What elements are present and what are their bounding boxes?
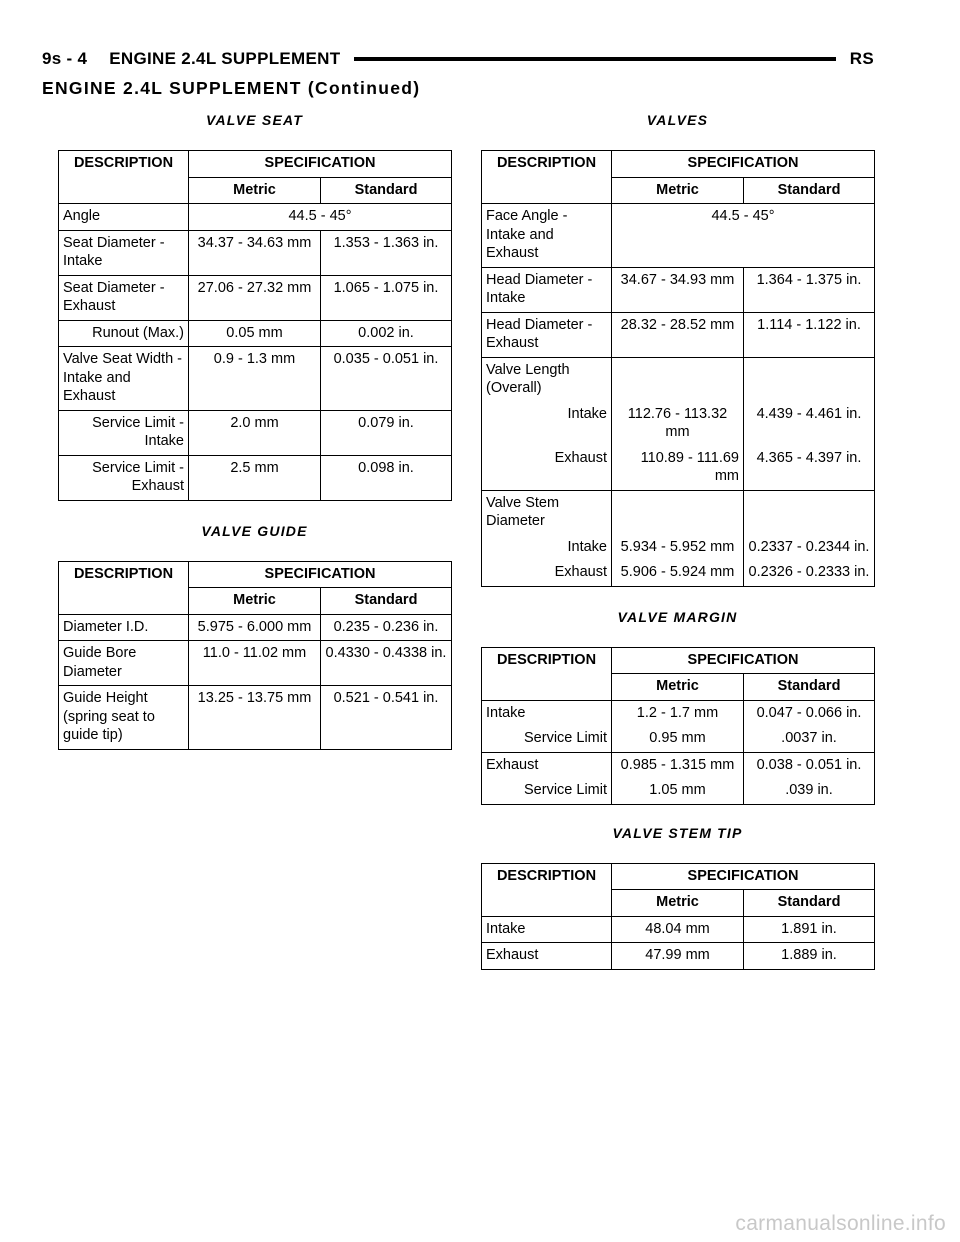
row-metric: 1.05 mm xyxy=(612,778,744,804)
row-standard: 0.002 in. xyxy=(321,320,452,347)
row-value: 44.5 - 45° xyxy=(612,204,875,268)
row-metric xyxy=(612,490,744,535)
continued-title: ENGINE 2.4L SUPPLEMENT (Continued) xyxy=(42,78,421,98)
table-row xyxy=(59,614,452,641)
table-row xyxy=(59,320,452,347)
row-standard xyxy=(744,357,875,402)
row-standard: 0.235 - 0.236 in. xyxy=(321,614,452,641)
row-standard: .039 in. xyxy=(744,778,875,804)
left-column xyxy=(58,112,451,750)
row-standard: 1.065 - 1.075 in. xyxy=(321,275,452,320)
row-desc: Intake xyxy=(482,402,612,446)
col-description: DESCRIPTION xyxy=(59,151,189,204)
row-desc: Angle xyxy=(59,204,189,231)
row-metric: 47.99 mm xyxy=(612,943,744,970)
row-desc: Exhaust xyxy=(482,752,612,778)
row-standard: 0.079 in. xyxy=(321,410,452,455)
col-metric: Metric xyxy=(612,177,744,204)
row-desc: Guide Bore Diameter xyxy=(59,641,189,686)
valve-margin-title: VALVE MARGIN xyxy=(617,608,738,625)
col-description: DESCRIPTION xyxy=(59,561,189,614)
row-metric: 34.67 - 34.93 mm xyxy=(612,267,744,312)
row-desc: Seat Diameter - Intake xyxy=(59,230,189,275)
table-row xyxy=(482,916,875,943)
row-desc: Service Limit xyxy=(482,726,612,752)
table-header-row xyxy=(482,151,875,178)
table-row xyxy=(59,204,452,231)
row-desc: Intake xyxy=(482,535,612,561)
row-desc: Guide Height (spring seat to guide tip) xyxy=(59,686,189,750)
page-number: 9s - 4 xyxy=(42,49,88,68)
row-standard: 1.353 - 1.363 in. xyxy=(321,230,452,275)
page-header xyxy=(42,48,874,70)
row-standard: 0.038 - 0.051 in. xyxy=(744,752,875,778)
row-desc: Service Limit xyxy=(482,778,612,804)
col-specification: SPECIFICATION xyxy=(612,647,875,674)
table-row xyxy=(482,778,875,804)
row-desc: Valve Stem Diameter xyxy=(482,490,612,535)
row-standard: 0.2326 - 0.2333 in. xyxy=(744,560,875,586)
right-column xyxy=(481,112,874,970)
header-title: ENGINE 2.4L SUPPLEMENT xyxy=(109,49,341,68)
row-standard: 0.2337 - 0.2344 in. xyxy=(744,535,875,561)
row-metric: 112.76 - 113.32 mm xyxy=(612,402,744,446)
table-row xyxy=(59,641,452,686)
row-metric: 2.0 mm xyxy=(189,410,321,455)
row-desc: Intake xyxy=(482,916,612,943)
col-description: DESCRIPTION xyxy=(482,863,612,916)
table-row xyxy=(482,752,875,778)
table-row xyxy=(59,686,452,750)
valves-table xyxy=(481,150,875,587)
valve-guide-title: VALVE GUIDE xyxy=(201,522,308,539)
row-standard: .0037 in. xyxy=(744,726,875,752)
row-metric: 1.2 - 1.7 mm xyxy=(612,700,744,726)
row-desc: Runout (Max.) xyxy=(59,320,189,347)
row-desc: Diameter I.D. xyxy=(59,614,189,641)
row-standard: 1.889 in. xyxy=(744,943,875,970)
col-metric: Metric xyxy=(189,588,321,615)
row-desc: Service Limit - Exhaust xyxy=(59,455,189,500)
row-metric: 0.05 mm xyxy=(189,320,321,347)
row-desc: Valve Seat Width - Intake and Exhaust xyxy=(59,347,189,411)
row-metric: 2.5 mm xyxy=(189,455,321,500)
col-standard: Standard xyxy=(744,674,875,701)
table-row xyxy=(59,275,452,320)
watermark-link[interactable]: carmanualsonline.info xyxy=(735,1212,946,1235)
row-standard: 1.364 - 1.375 in. xyxy=(744,267,875,312)
col-metric: Metric xyxy=(189,177,321,204)
row-standard: 1.114 - 1.122 in. xyxy=(744,312,875,357)
row-metric: 5.975 - 6.000 mm xyxy=(189,614,321,641)
valve-margin-table xyxy=(481,647,875,805)
row-metric: 5.906 - 5.924 mm xyxy=(612,560,744,586)
table-row xyxy=(482,446,875,491)
row-desc: Exhaust xyxy=(482,446,612,491)
table-row xyxy=(59,230,452,275)
row-metric: 28.32 - 28.52 mm xyxy=(612,312,744,357)
col-description: DESCRIPTION xyxy=(482,151,612,204)
row-metric xyxy=(612,357,744,402)
col-specification: SPECIFICATION xyxy=(612,863,875,890)
col-standard: Standard xyxy=(321,588,452,615)
row-metric: 0.95 mm xyxy=(612,726,744,752)
row-standard: 4.439 - 4.461 in. xyxy=(744,402,875,446)
row-standard: 1.891 in. xyxy=(744,916,875,943)
table-row xyxy=(482,535,875,561)
row-desc: Intake xyxy=(482,700,612,726)
table-row xyxy=(482,700,875,726)
valve-seat-table xyxy=(58,150,452,501)
header-rule xyxy=(354,57,835,61)
col-standard: Standard xyxy=(744,890,875,917)
valve-seat-title: VALVE SEAT xyxy=(205,112,304,128)
valve-stem-tip-title: VALVE STEM TIP xyxy=(612,824,743,841)
row-metric: 34.37 - 34.63 mm xyxy=(189,230,321,275)
col-metric: Metric xyxy=(612,890,744,917)
table-header-row xyxy=(59,561,452,588)
row-standard: 0.521 - 0.541 in. xyxy=(321,686,452,750)
col-standard: Standard xyxy=(321,177,452,204)
row-standard xyxy=(744,490,875,535)
row-standard: 0.035 - 0.051 in. xyxy=(321,347,452,411)
valves-title: VALVES xyxy=(646,112,709,128)
col-specification: SPECIFICATION xyxy=(189,151,452,178)
row-metric: 13.25 - 13.75 mm xyxy=(189,686,321,750)
row-value: 44.5 - 45° xyxy=(189,204,452,231)
table-row xyxy=(59,410,452,455)
table-row xyxy=(482,267,875,312)
table-header-row xyxy=(59,151,452,178)
row-desc: Head Diameter - Exhaust xyxy=(482,312,612,357)
row-desc: Seat Diameter - Exhaust xyxy=(59,275,189,320)
row-standard: 0.098 in. xyxy=(321,455,452,500)
table-row xyxy=(482,943,875,970)
row-standard: 4.365 - 4.397 in. xyxy=(744,446,875,491)
table-row xyxy=(59,347,452,411)
col-specification: SPECIFICATION xyxy=(612,151,875,178)
col-metric: Metric xyxy=(612,674,744,701)
valve-guide-table xyxy=(58,561,452,750)
row-metric: 48.04 mm xyxy=(612,916,744,943)
table-row xyxy=(482,560,875,586)
row-standard: 0.047 - 0.066 in. xyxy=(744,700,875,726)
header-code: RS xyxy=(849,49,874,68)
table-row xyxy=(482,357,875,402)
row-metric: 5.934 - 5.952 mm xyxy=(612,535,744,561)
row-metric: 110.89 - 111.69 mm xyxy=(612,446,744,491)
col-description: DESCRIPTION xyxy=(482,647,612,700)
table-row xyxy=(482,490,875,535)
row-desc: Valve Length (Overall) xyxy=(482,357,612,402)
row-standard: 0.4330 - 0.4338 in. xyxy=(321,641,452,686)
row-desc: Face Angle - Intake and Exhaust xyxy=(482,204,612,268)
row-desc: Exhaust xyxy=(482,560,612,586)
table-header-row xyxy=(482,863,875,890)
row-metric: 27.06 - 27.32 mm xyxy=(189,275,321,320)
table-row xyxy=(59,455,452,500)
row-desc: Service Limit - Intake xyxy=(59,410,189,455)
row-metric: 11.0 - 11.02 mm xyxy=(189,641,321,686)
valve-stem-tip-table xyxy=(481,863,875,970)
table-header-row xyxy=(482,647,875,674)
col-standard: Standard xyxy=(744,177,875,204)
table-row xyxy=(482,726,875,752)
table-row xyxy=(482,204,875,268)
row-desc: Exhaust xyxy=(482,943,612,970)
row-metric: 0.9 - 1.3 mm xyxy=(189,347,321,411)
table-row xyxy=(482,312,875,357)
row-metric: 0.985 - 1.315 mm xyxy=(612,752,744,778)
col-specification: SPECIFICATION xyxy=(189,561,452,588)
row-desc: Head Diameter - Intake xyxy=(482,267,612,312)
table-row xyxy=(482,402,875,446)
